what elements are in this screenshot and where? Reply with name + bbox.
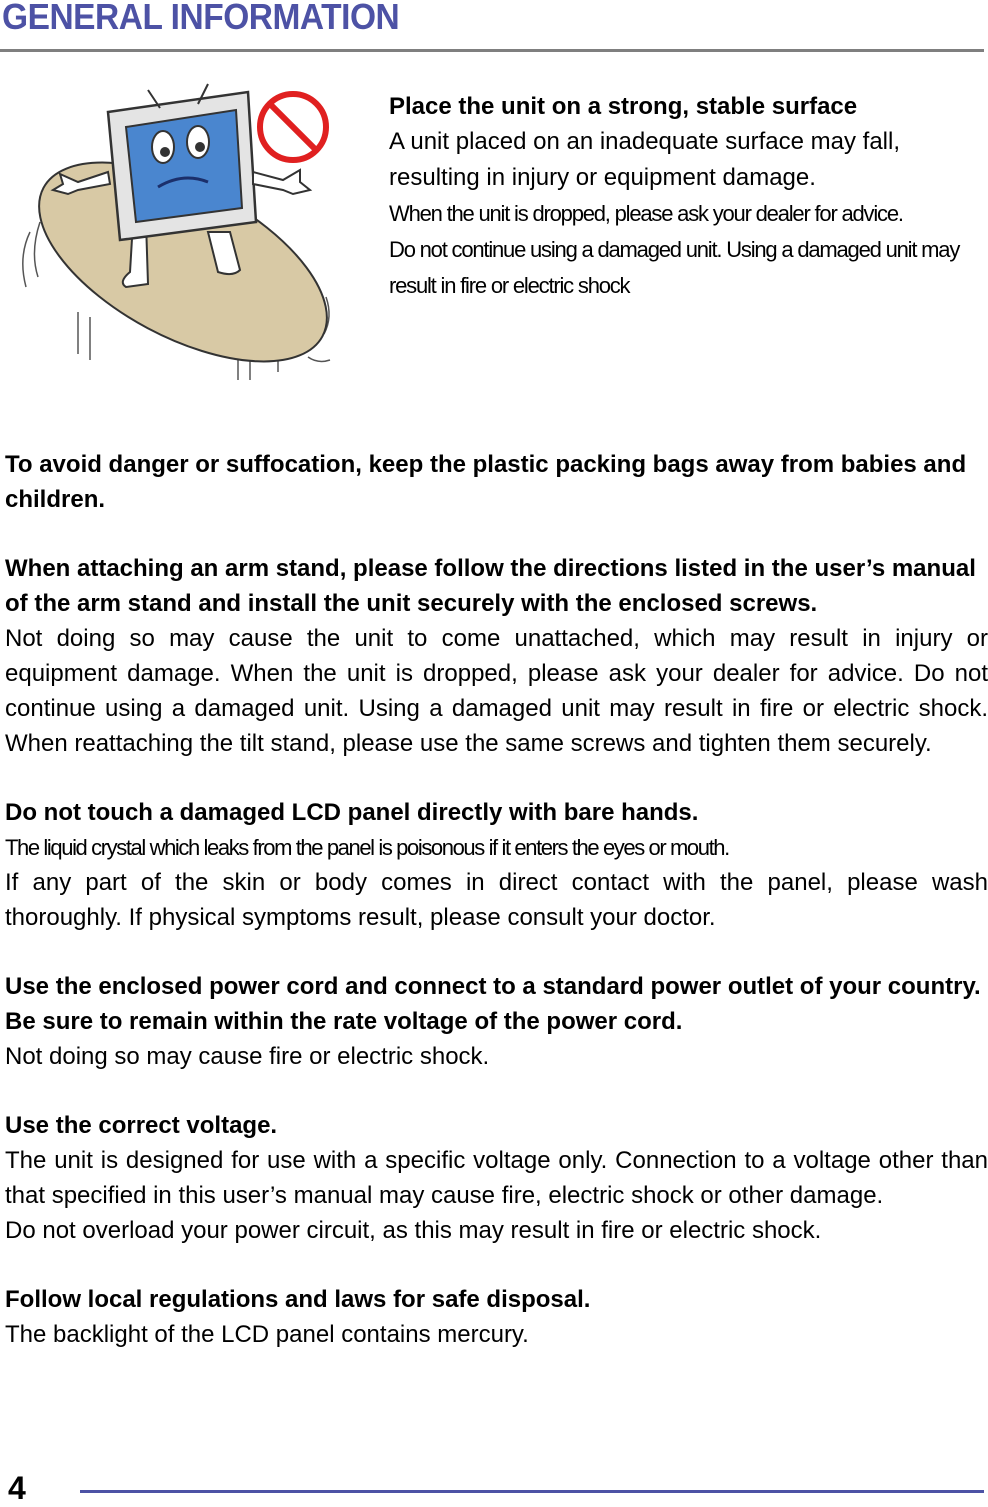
- lcd-panel-skin-text: If any part of the skin or body comes in direct contact with the panel, please wash thoroughly. If physical symptoms result, please consult your doctor.: [5, 869, 988, 931]
- arm-stand-heading: When attaching an arm stand, please follow the directions listed in the user’s manual of the arm stand and install the unit securely with the enclosed screws.: [5, 555, 976, 617]
- power-cord-heading: Use the enclosed power cord and connect to a standard power outlet of your country. Be sure to remain within the rate voltage of the power cord.: [5, 973, 981, 1035]
- voltage-overload-text: Do not overload your power circuit, as this may result in fire or electric shock.: [5, 1217, 822, 1244]
- disposal-section: [5, 1282, 988, 1352]
- prohibition-sign-icon: [260, 94, 326, 160]
- monitor-on-table-prohibited-illustration: [8, 72, 353, 390]
- packing-bags-section: [5, 447, 988, 517]
- power-cord-text: Not doing so may cause fire or electric shock.: [5, 1043, 490, 1070]
- stable-surface-dropped-text: When the unit is dropped, please ask your dealer for advice.: [389, 201, 903, 226]
- monitor-body: [108, 92, 256, 240]
- arm-stand-section: [5, 551, 988, 761]
- disposal-heading: Follow local regulations and laws for safe disposal.: [5, 1286, 591, 1313]
- page-number: 4: [8, 1470, 26, 1506]
- voltage-heading: Use the correct voltage.: [5, 1112, 278, 1139]
- safety-information-body: [5, 447, 988, 1386]
- disposal-text: The backlight of the LCD panel contains mercury.: [5, 1321, 529, 1348]
- packing-bags-heading: To avoid danger or suffocation, keep the plastic packing bags away from babies and children.: [5, 451, 967, 513]
- lcd-panel-poison-text: The liquid crystal which leaks from the panel is poisonous if it enters the eyes or mouth.: [5, 835, 729, 860]
- voltage-text: The unit is designed for use with a specific voltage only. Connection to a voltage other than that specified in this user’s manual may cause fire, electric shock or other damage.: [5, 1147, 988, 1209]
- stable-surface-damaged-text: Do not continue using a damaged unit. Using a damaged unit may result in fire or electric shock: [389, 237, 960, 298]
- lcd-panel-section: [5, 795, 988, 935]
- footer-divider: [80, 1490, 984, 1493]
- voltage-section: [5, 1108, 988, 1248]
- lcd-panel-heading: Do not touch a damaged LCD panel directly with bare hands.: [5, 799, 699, 826]
- page-title: GENERAL INFORMATION: [2, 0, 400, 37]
- arm-stand-text: Not doing so may cause the unit to come unattached, which may result in injury or equipment damage. When the unit is dropped, please ask your dealer for advice. Do not continue using a damaged unit. Using a damaged unit may result in fire or electric shock. When reattaching the tilt stand, please use the same screws and tighten them securely.: [5, 625, 988, 757]
- stable-surface-text: A unit placed on an inadequate surface may fall, resulting in injury or equipment damage.: [389, 128, 901, 191]
- title-divider: [0, 49, 984, 52]
- stable-surface-heading: Place the unit on a strong, stable surface: [389, 93, 858, 120]
- power-cord-section: [5, 969, 988, 1074]
- stable-surface-notice: [389, 90, 984, 304]
